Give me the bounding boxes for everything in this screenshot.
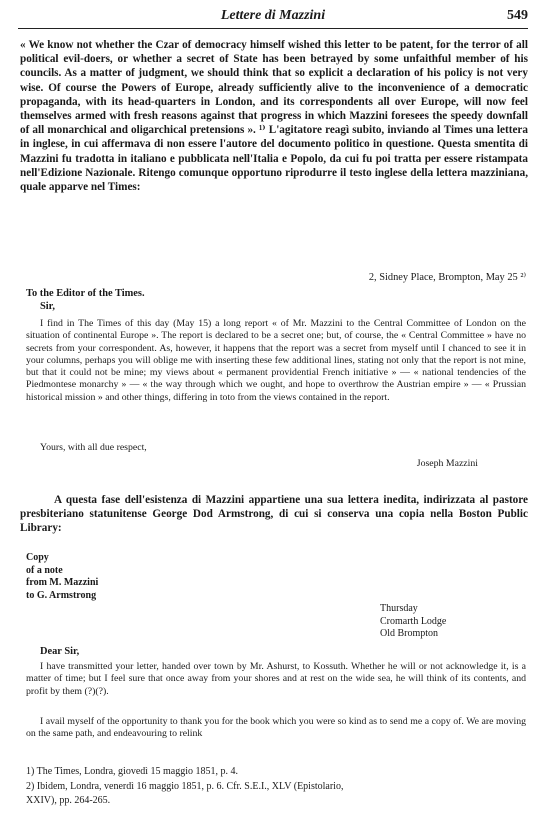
copy-note-line: of a note (26, 564, 63, 576)
middle-paragraph: A questa fase dell'esistenza di Mazzini appartiene una sua lettera inedita, indirizzata al pastore presbiteriano statunitense George Dod Armstrong, di cui si conserva una copia nella Boston Public Library: (20, 494, 528, 535)
copy-note-line: from M. Mazzini (26, 577, 99, 588)
footnotes (26, 765, 526, 809)
letter-body: I find in The Times of this day (May 15) a long report « of Mr. Mazzini to the Central Committee of London on the situation of continental Europe ». The report is declared to be a secret one; but, of course, the « Central Committee » have no secrets from your correspondent. As, however, it happens that the report was a secret from myself until I chanced to see it in your columns, perhaps you will oblige me with inserting these few additional lines, stating not only that the report is not mine, but that it could not be mine; my views about « permanent providential French initiative » — « national tendencies of the Piedmontese monarchy » — « the way through which we ought, and hope to overthrow the Austrian empire » — « Prussian historical mission » and other things, differing in toto from the views contained in the report. (26, 318, 526, 403)
letter2-place-line: Cromarth Lodge (380, 615, 447, 627)
letter-address: 2, Sidney Place, Brompton, May 25 ²⁾ (368, 272, 526, 283)
header-rule (18, 28, 528, 29)
running-title: Lettere di Mazzini (220, 8, 326, 23)
letter2-p1: I have transmitted your letter, handed over town by Mr. Ashurst, to Kossuth. Whether he will or not acknowledge it, is a matter of time; but I feel sure that once away from your shores and at rest on the wide sea, he will think of its contents, and profit by them (?)(?). (26, 661, 526, 697)
letter2-place-line: Thursday (380, 603, 418, 614)
copy-note-line: to G. Armstrong (26, 589, 97, 601)
running-header (18, 6, 528, 26)
copy-note (26, 552, 526, 602)
copy-note-line: Copy (26, 552, 49, 563)
letter2-p2: I avail myself of the opportunity to thank you for the book which you were so kind as to send me a copy of. We are moving on the same path, and endeavouring to relink (26, 716, 526, 740)
letter-salutation: Sir, (40, 301, 55, 312)
letter2-place (380, 603, 446, 641)
letter2-place-line: Old Brompton (380, 628, 439, 639)
footnote-2: 2) Ibidem, Londra, venerdì 16 maggio 1851, p. 6. Cfr. S.E.I., XLV (Epistolario, (26, 780, 344, 792)
letter2-salutation: Dear Sir, (40, 646, 80, 657)
letter-closing: Yours, with all due respect, (40, 442, 147, 453)
letter-signature: Joseph Mazzini (416, 458, 478, 469)
intro-paragraph: « We know not whether the Czar of democracy himself wished this letter to be patent, for the terror of all political evil-doers, or whether a secret of State has been betrayed by some unfaithful member of his councils. As a matter of judgment, we should think that so explicit a declaration of his policy is not very wise. Of course the Powers of Europe, already sufficiently alive to the inconvenience of a democratic propaganda, with its head-quarters in London, and its correspondents all over Europe, will now feel themselves armed with fresh reasons against that progress in which Mazzini foresees the speedy downfall of all monarchical and oligarchical pretensions ». ¹⁾ L'agitatore reagì subito, inviando al Times una lettera in inglese, in cui affermava di non essere l'autore del documento politico in questione. Questa smentita di Mazzini fu tradotta in italiano e pubblicata nell'Italia e Popolo, da cui fu poi tratta per essere ristampata nell'Edizione Nazionale. Ritengo comunque opportuno riprodurre il testo inglese della lettera mazziniana, quale apparve nel Times: (20, 39, 528, 194)
footnote-1: 1) The Times, Londra, giovedì 15 maggio 1851, p. 4. (26, 766, 239, 777)
footnote-2-cont: XXIV), pp. 264-265. (26, 795, 111, 806)
letter-recipient: To the Editor of the Times. (26, 288, 145, 299)
page-number: 549 (507, 8, 528, 23)
